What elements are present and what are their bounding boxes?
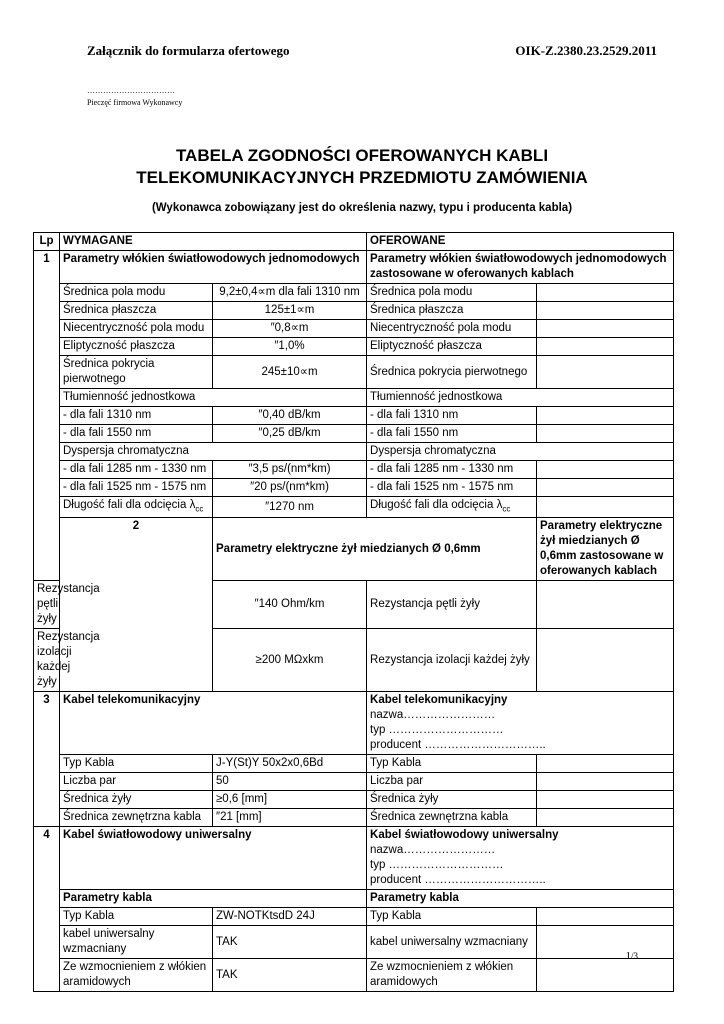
page-number: 1/3 [625, 950, 638, 962]
table-row [34, 959, 674, 992]
table-row [34, 338, 674, 356]
attenuation-label: Tłumienność jednostkowa [60, 389, 367, 407]
offered-label: Typ Kabla [367, 908, 537, 926]
param-label: Eliptyczność płaszcza [60, 338, 213, 356]
params-label: Parametry kabla [60, 890, 367, 908]
page-title [0, 145, 724, 189]
table-row [34, 773, 674, 791]
offered-label: Ze wzmocnieniem z włókien aramidowych [367, 959, 537, 992]
offered-label: Rezystancja pętli żyły [367, 581, 537, 629]
offered-value-cell[interactable] [537, 461, 674, 479]
cable-producer-field[interactable]: producent ………………………….. [370, 874, 546, 887]
offered-value-cell[interactable] [537, 791, 674, 809]
param-value: ″20 ps/(nm*km) [213, 479, 367, 497]
offered-label: Eliptyczność płaszcza [367, 338, 537, 356]
page-subtitle: (Wykonawca zobowiązany jest do określenia nazwy, typu i producenta kabla) [151, 202, 573, 214]
offered-label: Liczba par [367, 773, 537, 791]
cable-type-field[interactable]: typ ………………………… [370, 859, 504, 872]
offered-label: Średnica płaszcza [367, 302, 537, 320]
offered-value-cell[interactable] [537, 320, 674, 338]
param-value: ″1,0% [213, 338, 367, 356]
offered-value-cell[interactable] [537, 302, 674, 320]
offered-value-cell[interactable] [537, 338, 674, 356]
section-3-req-title: Kabel telekomunikacyjny [60, 692, 367, 755]
param-label: Średnica zewnętrzna kabla [60, 809, 213, 827]
table-row [34, 425, 674, 443]
header-lp: Lp [34, 233, 60, 251]
param-label: kabel uniwersalny wzmacniany [60, 926, 213, 959]
section-3-off-title: Kabel telekomunikacyjny [370, 694, 508, 707]
offered-value-cell[interactable] [537, 284, 674, 302]
params-offered-label: Parametry kabla [367, 890, 674, 908]
param-label: Typ Kabla [60, 908, 213, 926]
param-value: 125±1∝m [213, 302, 367, 320]
section-number: 4 [34, 827, 60, 992]
param-value: ″0,40 dB/km [213, 407, 367, 425]
offered-label: Rezystancja izolacji każdej żyły [367, 629, 537, 692]
offered-label: Średnica pokrycia pierwotnego [367, 356, 537, 389]
table-row [34, 791, 674, 809]
table-row [34, 908, 674, 926]
section-1-title-row [34, 251, 674, 284]
offered-value-cell[interactable] [537, 773, 674, 791]
cable-producer-field[interactable]: producent ………………………….. [370, 739, 546, 752]
table-row [34, 755, 674, 773]
title-line-1: TABELA ZGODNOŚCI OFEROWANYCH KABLI [175, 146, 549, 165]
offered-label: Typ Kabla [367, 755, 537, 773]
offered-value-cell[interactable] [537, 497, 674, 518]
param-label: - dla fali 1285 nm - 1330 nm [60, 461, 213, 479]
header-required: WYMAGANE [60, 233, 367, 251]
offered-value-cell[interactable] [537, 926, 674, 959]
section-4-off-title: Kabel światłowodowy uniwersalny [370, 829, 559, 842]
table-header [34, 233, 674, 251]
stamp-dots: …………………………… [87, 86, 175, 95]
param-label: - dla fali 1550 nm [60, 425, 213, 443]
param-label: Liczba par [60, 773, 213, 791]
offered-value-cell[interactable] [537, 407, 674, 425]
param-value: ≥0,6 [mm] [213, 791, 367, 809]
param-value: J-Y(St)Y 50x2x0,6Bd [213, 755, 367, 773]
offered-label: Średnica zewnętrzna kabla [367, 809, 537, 827]
param-value: ZW-NOTKtsdD 24J [213, 908, 367, 926]
attenuation-offered-label: Tłumienność jednostkowa [367, 389, 674, 407]
table-row [34, 356, 674, 389]
section-number: 1 [34, 251, 60, 581]
param-value: ″0,8∝m [213, 320, 367, 338]
param-value: ″0,25 dB/km [213, 425, 367, 443]
title-line-2: TELEKOMUNIKACYJNYCH PRZEDMIOTU ZAMÓWIENIA [136, 168, 588, 187]
section-4-title-row [34, 827, 674, 890]
section-number: 2 [60, 518, 213, 692]
param-value: ″21 [mm] [213, 809, 367, 827]
dispersion-label: Dyspersja chromatyczna [60, 443, 367, 461]
param-value: ″3,5 ps/(nm*km) [213, 461, 367, 479]
cable-name-field[interactable]: nazwa…………………… [370, 844, 496, 857]
offered-value-cell[interactable] [537, 581, 674, 629]
section-2-req-title: Parametry elektryczne żył miedzianych Ø 0,6mm [213, 518, 537, 581]
table-row [34, 284, 674, 302]
param-label: Średnica pokrycia pierwotnego [60, 356, 213, 389]
offered-value-cell[interactable] [537, 809, 674, 827]
offered-value-cell[interactable] [537, 755, 674, 773]
table-row [34, 407, 674, 425]
param-value: ≥200 MΩxkm [213, 629, 367, 692]
offered-label: - dla fali 1550 nm [367, 425, 537, 443]
table-row [34, 389, 674, 407]
compliance-table [33, 232, 674, 992]
param-label: - dla fali 1525 nm - 1575 nm [60, 479, 213, 497]
offered-label: Średnica pola modu [367, 284, 537, 302]
offered-label: - dla fali 1310 nm [367, 407, 537, 425]
section-2-off-title: Parametry elektryczne żył miedzianych Ø 0,6mm zastosowane w oferowanych kablach [537, 518, 674, 581]
param-value: TAK [213, 959, 367, 992]
offered-label: - dla fali 1525 nm - 1575 nm [367, 479, 537, 497]
param-label: Rezystancja pętli żyły [34, 581, 60, 629]
offered-value-cell[interactable] [537, 908, 674, 926]
param-label: - dla fali 1310 nm [60, 407, 213, 425]
section-number: 3 [34, 692, 60, 827]
param-label: Średnica żyły [60, 791, 213, 809]
offered-label: kabel uniwersalny wzmacniany [367, 926, 537, 959]
table-row [34, 497, 674, 518]
header-doc-number: OIK-Z.2380.23.2529.2011 [515, 43, 657, 58]
header-offered: OFEROWANE [367, 233, 674, 251]
table-row [34, 461, 674, 479]
offered-value-cell[interactable] [537, 479, 674, 497]
table-row [34, 479, 674, 497]
table-row [34, 926, 674, 959]
table-row [34, 890, 674, 908]
offered-label: Długość fali dla odcięcia $\lambda_{cc}$ [367, 497, 537, 518]
section-3-title-row [34, 692, 674, 755]
offered-value-cell[interactable] [537, 959, 674, 992]
param-value: TAK [213, 926, 367, 959]
offered-value-cell[interactable] [537, 425, 674, 443]
param-label: Niecentryczność pola modu [60, 320, 213, 338]
section-3-off-block [367, 692, 674, 755]
offered-label: Niecentryczność pola modu [367, 320, 537, 338]
param-value: ″1270 nm [213, 497, 367, 518]
section-4-req-title: Kabel światłowodowy uniwersalny [60, 827, 367, 890]
param-value: 50 [213, 773, 367, 791]
offered-value-cell[interactable] [537, 629, 674, 692]
param-value: 9,2±0,4∝m dla fali 1310 nm [213, 284, 367, 302]
param-label: Typ Kabla [60, 755, 213, 773]
cable-name-field[interactable]: nazwa…………………… [370, 709, 496, 722]
param-value: 245±10∝m [213, 356, 367, 389]
cable-type-field[interactable]: typ ………………………… [370, 724, 504, 737]
table-row [34, 302, 674, 320]
offered-value-cell[interactable] [537, 356, 674, 389]
dispersion-offered-label: Dyspersja chromatyczna [367, 443, 674, 461]
offered-label: Średnica żyły [367, 791, 537, 809]
table-row [34, 320, 674, 338]
stamp-label: Pieczęć firmowa Wykonawcy [87, 98, 183, 107]
param-label: Długość fali dla odcięcia $\lambda_{cc}$ [60, 497, 213, 518]
table-row [34, 443, 674, 461]
table-row [34, 809, 674, 827]
header-left: Załącznik do formularza ofertowego [87, 43, 290, 58]
section-2-title-row [34, 518, 674, 581]
section-1-req-title: Parametry włókien światłowodowych jednomodowych [60, 251, 367, 284]
param-label: Średnica pola modu [60, 284, 213, 302]
param-label: Rezystancja izolacji każdej żyły [34, 629, 60, 692]
section-1-off-title: Parametry włókien światłowodowych jednomodowych zastosowane w oferowanych kablach [367, 251, 674, 284]
section-4-off-block [367, 827, 674, 890]
param-label: Ze wzmocnieniem z włókien aramidowych [60, 959, 213, 992]
offered-label: - dla fali 1285 nm - 1330 nm [367, 461, 537, 479]
param-label: Średnica płaszcza [60, 302, 213, 320]
param-value: ″140 Ohm/km [213, 581, 367, 629]
